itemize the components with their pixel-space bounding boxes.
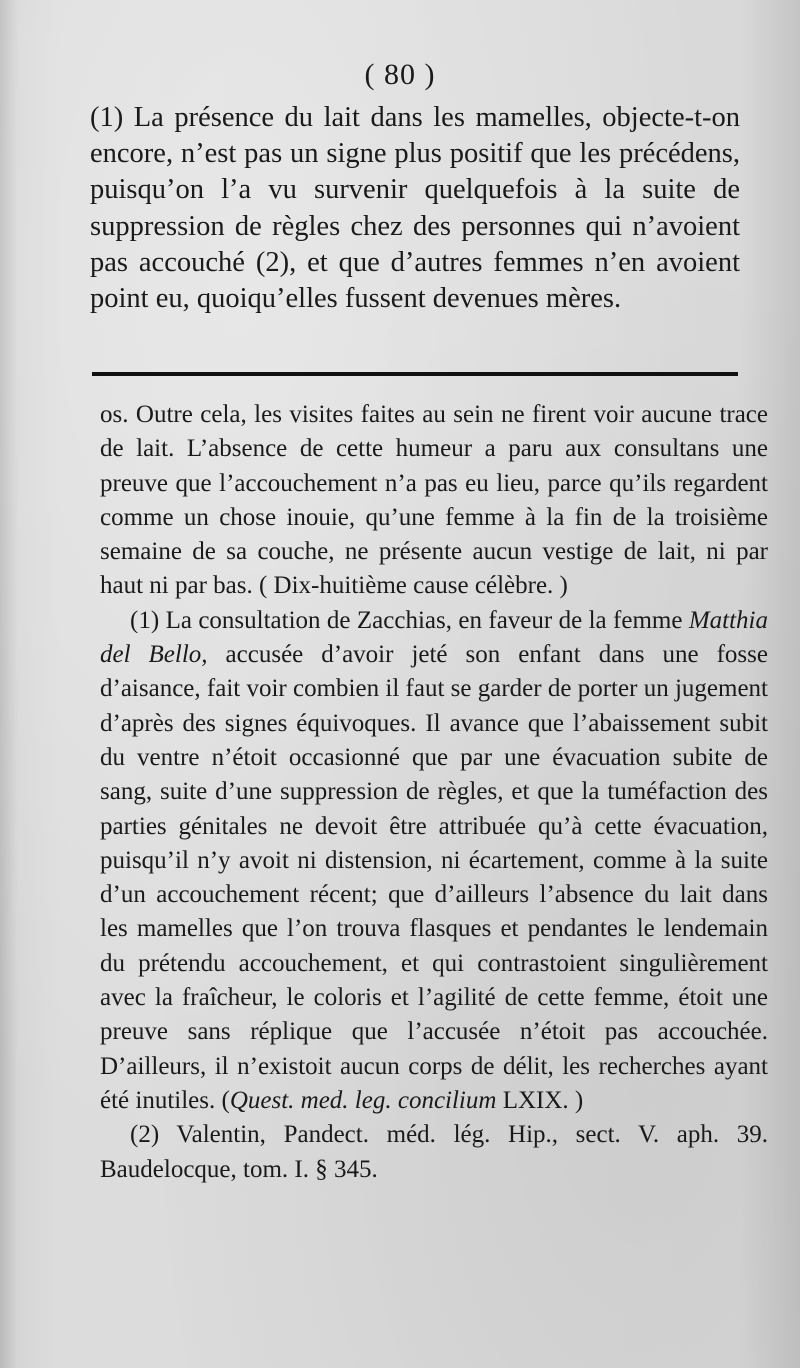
footnote-2 bbox=[100, 1118, 768, 1187]
footnote-1 bbox=[100, 604, 768, 1118]
footnote-1-marker: (1) bbox=[130, 606, 160, 634]
footnote-1-intro: La consultation de Zacchias, en faveur de la femme bbox=[165, 606, 683, 634]
page-number: ( 80 ) bbox=[364, 58, 436, 91]
footnote-2-text: Valentin, Pandect. méd. lég. Hip., sect. V. aph. 39. Baudelocque, tom. I. § 345. bbox=[100, 1121, 768, 1183]
main-note-paragraph bbox=[90, 100, 740, 317]
footnote-1-name: Matthia del Bello, bbox=[100, 606, 769, 669]
footnote-1-citation: Quest. med. leg. concilium bbox=[229, 1086, 497, 1114]
main-note-reference: (2) bbox=[255, 246, 290, 278]
main-note-marker: (1) bbox=[90, 102, 124, 133]
footnotes-block bbox=[100, 398, 768, 1187]
footnote-2-marker: (2) bbox=[130, 1121, 160, 1149]
footnote-1-text: accusée d’avoir jeté son enfant dans une fosse d’aisance, fait voir combien il faut se garder de porter un jugement d’après des signes équivoques. Il avance que l’abaissement subit du ventre n’étoit occasionné que par une évacuation subite de sang, suite d’une suppression de règles, et que la tuméfaction des parties génitales ne devoit être attribuée qu’à cette évacuation, puisqu’il n’y avoit ni distension, ni écartement, comme à la suite d’un accouchement récent; que d’ailleurs l’absence du lait dans les mamelles que l’on trouva flasques et pendantes le lendemain du prétendu accouchement, et qui contrastoient singulièrement avec la fraîcheur, le coloris et l’agilité de cette femme, étoit une preuve sans réplique que l’accusée n’étoit pas accouchée. D’ailleurs, il n’existoit aucun corps de délit, les recherches ayant été inutiles. ( bbox=[100, 641, 768, 1114]
footnote-continuation: os. Outre cela, les visites faites au sein ne firent voir aucune trace de lait. L’absence de cette humeur a paru aux consultans une preuve que l’accouchement n’a pas eu lieu, parce qu’ils regardent comme un chose inouie, qu’une femme à la fin de la troisième semaine de sa couche, ne présente aucun vestige de lait, ni par haut ni par bas. ( Dix-huitième cause célèbre. ) bbox=[100, 401, 768, 600]
main-note-text-end: , et que d’autres femmes n’en avoient point eu, quoiqu’elles fussent devenues mères. bbox=[90, 246, 740, 315]
main-note-text: La présence du lait dans les mamelles, objecte-t-on encore, n’est pas un signe plus positif que les précédens, puisqu’on l’a vu survenir quelquefois à la suite de suppression de règles chez des personnes qui n’avoient pas accouché bbox=[90, 102, 740, 278]
footnote-divider-rule bbox=[92, 372, 738, 376]
footnote-1-citation-end: LXIX. ) bbox=[502, 1086, 584, 1114]
